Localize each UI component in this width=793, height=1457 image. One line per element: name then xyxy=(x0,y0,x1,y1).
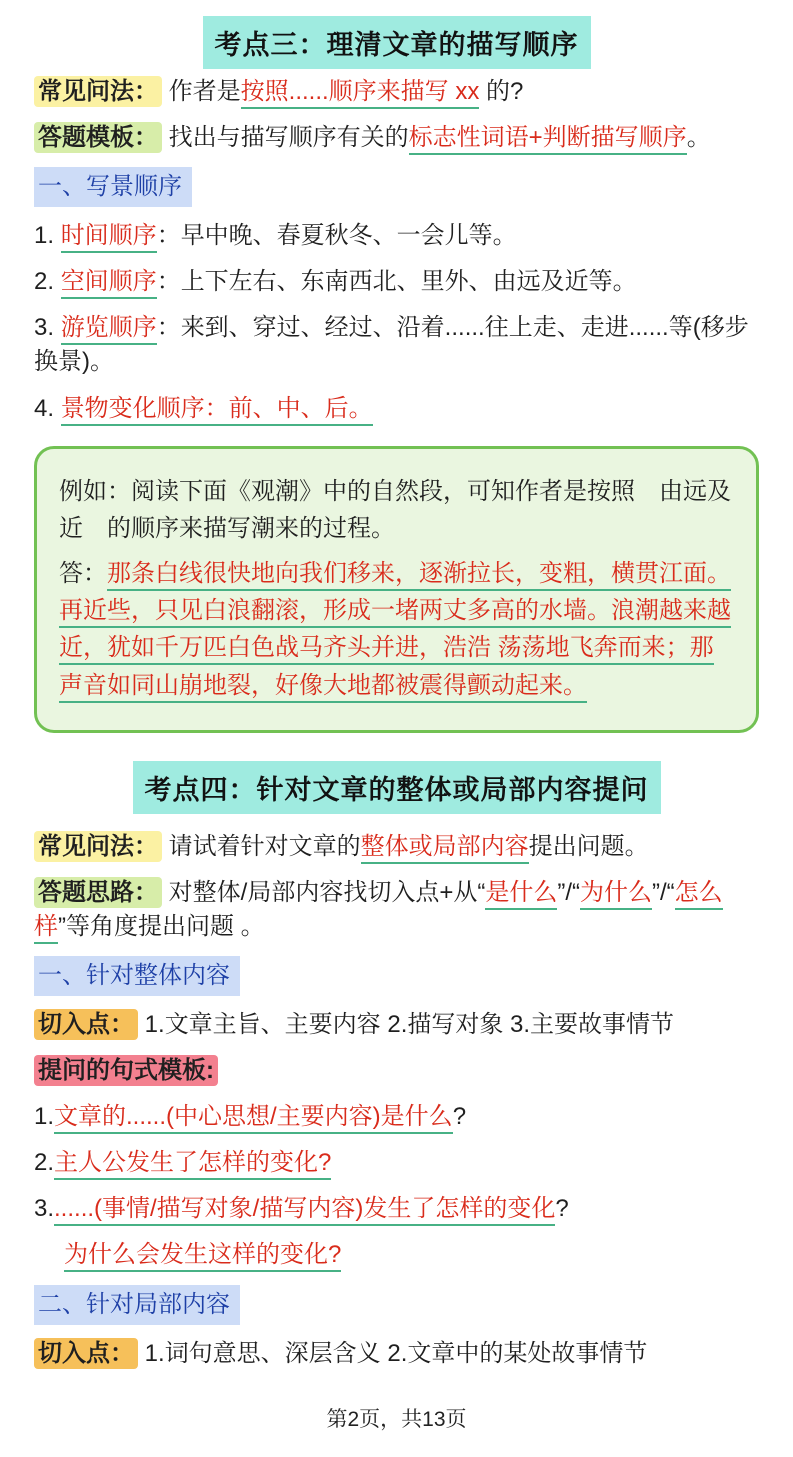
s4-cutin2-text: 1.词句意思、深层含义 2.文章中的某处故事情节 xyxy=(144,1339,648,1367)
s4-think-p3: ”/“ xyxy=(652,878,675,906)
s3-item1-sep: ： xyxy=(156,222,181,250)
s4-cutin2-line xyxy=(34,1337,759,1371)
s4-think-label: 答题思路： xyxy=(34,877,162,908)
s4-think-p2: ”/“ xyxy=(557,878,581,906)
s4-subheader1-row xyxy=(34,956,759,996)
section3-title: 考点三：理清文章的描写顺序 xyxy=(203,16,591,69)
s3-item-3 xyxy=(34,311,759,379)
example-answer-label: 答： xyxy=(59,560,107,587)
s3-template-pre: 找出与描写顺序有关的 xyxy=(168,124,409,152)
s3-subheader-row xyxy=(34,167,759,207)
s4-template-q3b xyxy=(34,1238,759,1272)
example-box xyxy=(34,446,759,733)
s4-subheader2-row xyxy=(34,1285,759,1325)
s3-item4-term: 景物变化顺序：前、中、后。 xyxy=(61,395,373,426)
s3-item2-rest: 上下左右、东南西北、里外、由远及近等。 xyxy=(180,268,637,296)
example-answer-text: 那条白线很快地向我们移来，逐渐拉长，变粗，横贯江面。再近些，只见白浪翻滚，形成一堵两丈多高的水墙。浪潮越来越近，犹如千万匹白色战马齐头并进，浩浩 荡荡地飞奔而来；那声音如同山崩地裂，好像大地都被震得颤动起来。 xyxy=(59,560,731,703)
s4-template-header: 提问的句式模板: xyxy=(34,1055,218,1086)
s3-item3-sep: ： xyxy=(156,314,181,342)
s3-item3-rest: 来到、穿过、经过、沿着......往上走、走进......等(移步换景)。 xyxy=(34,314,749,376)
section4-title: 考点四：针对文章的整体或局部内容提问 xyxy=(133,761,661,814)
s3-template-post: 。 xyxy=(686,124,711,152)
s4-think-red2: 为什么 xyxy=(580,879,652,910)
s3-common-question-line xyxy=(34,75,759,109)
s4-cutin1-line xyxy=(34,1008,759,1042)
s3-item-1 xyxy=(34,219,759,253)
s3-template-red: 标志性词语+判断描写顺序 xyxy=(409,124,687,155)
s4-template-header-row xyxy=(34,1054,759,1088)
s3-item2-term: 空间顺序 xyxy=(61,268,157,299)
s3-item1-num: 1. xyxy=(34,222,61,250)
s3-item-2 xyxy=(34,265,759,299)
s3-item3-term: 游览顺序 xyxy=(61,314,157,345)
s4-q1-post: ? xyxy=(452,1103,467,1131)
s3-question-pre: 作者是 xyxy=(168,78,241,105)
s4-cutin2-label: 切入点： xyxy=(34,1338,138,1369)
s4-question-red: 整体或局部内容 xyxy=(361,833,529,864)
s4-subheader1: 一、针对整体内容 xyxy=(34,956,240,996)
s4-q3b-red: 为什么会发生这样的变化? xyxy=(64,1241,341,1272)
s4-template-q1 xyxy=(34,1100,759,1134)
s3-item2-sep: ： xyxy=(156,268,181,296)
example-intro: 例如：阅读下面《观潮》中的自然段，可知作者是按照 由远及近 的顺序来描写潮来的过程。 xyxy=(59,477,731,542)
example-intro-line xyxy=(59,473,734,547)
s4-template-q3 xyxy=(34,1192,759,1226)
s4-q3-red: ......(事情/描写对象/描写内容)发生了怎样的变化 xyxy=(54,1195,555,1226)
s3-item1-term: 时间顺序 xyxy=(61,222,157,253)
s3-template-line xyxy=(34,121,759,155)
s4-question-post: 提出问题。 xyxy=(528,832,649,860)
s4-think-red3: 怎么样 xyxy=(34,879,723,944)
s4-subheader2: 二、针对局部内容 xyxy=(34,1285,240,1325)
s3-question-label: 常见问法： xyxy=(34,76,162,107)
s4-template-q2 xyxy=(34,1146,759,1180)
s4-q1-red: 文章的......(中心思想/主要内容)是什么 xyxy=(54,1103,453,1134)
s3-item-4 xyxy=(34,392,759,426)
s4-q3-post: ? xyxy=(555,1195,569,1223)
s4-q2-red: 主人公发生了怎样的变化? xyxy=(54,1149,331,1180)
s3-template-label: 答题模板： xyxy=(34,122,162,153)
s4-q2-num: 2. xyxy=(34,1149,55,1177)
s4-common-question-line xyxy=(34,830,759,864)
s4-think-red1: 是什么 xyxy=(485,879,557,910)
page-number: 第2页，共13页 xyxy=(326,1407,467,1431)
s3-question-red: 按照......顺序来描写 xx xyxy=(241,78,480,109)
s4-think-p4: ”等角度提出问题 。 xyxy=(58,912,265,940)
s4-question-label: 常见问法： xyxy=(34,831,162,862)
s3-item3-num: 3. xyxy=(34,314,61,342)
s4-question-pre: 请试着针对文章的 xyxy=(168,832,361,860)
s4-q1-num: 1. xyxy=(34,1103,55,1131)
s3-item2-num: 2. xyxy=(34,268,61,296)
s3-item4-num: 4. xyxy=(34,394,61,422)
s3-item1-rest: 早中晚、春夏秋冬、一会儿等。 xyxy=(180,222,517,250)
section3-title-row xyxy=(34,16,759,69)
s4-think-p1: 对整体/局部内容找切入点+从“ xyxy=(168,878,486,906)
s3-subheader: 一、写景顺序 xyxy=(34,167,192,207)
s3-question-post: 的? xyxy=(479,78,524,105)
s4-q3-num: 3. xyxy=(34,1195,55,1223)
s4-think-line xyxy=(34,876,759,944)
s4-cutin1-label: 切入点： xyxy=(34,1009,138,1040)
example-answer-line xyxy=(59,555,734,704)
section4-title-row xyxy=(34,761,759,814)
s4-cutin1-text: 1.文章主旨、主要内容 2.描写对象 3.主要故事情节 xyxy=(144,1011,675,1039)
